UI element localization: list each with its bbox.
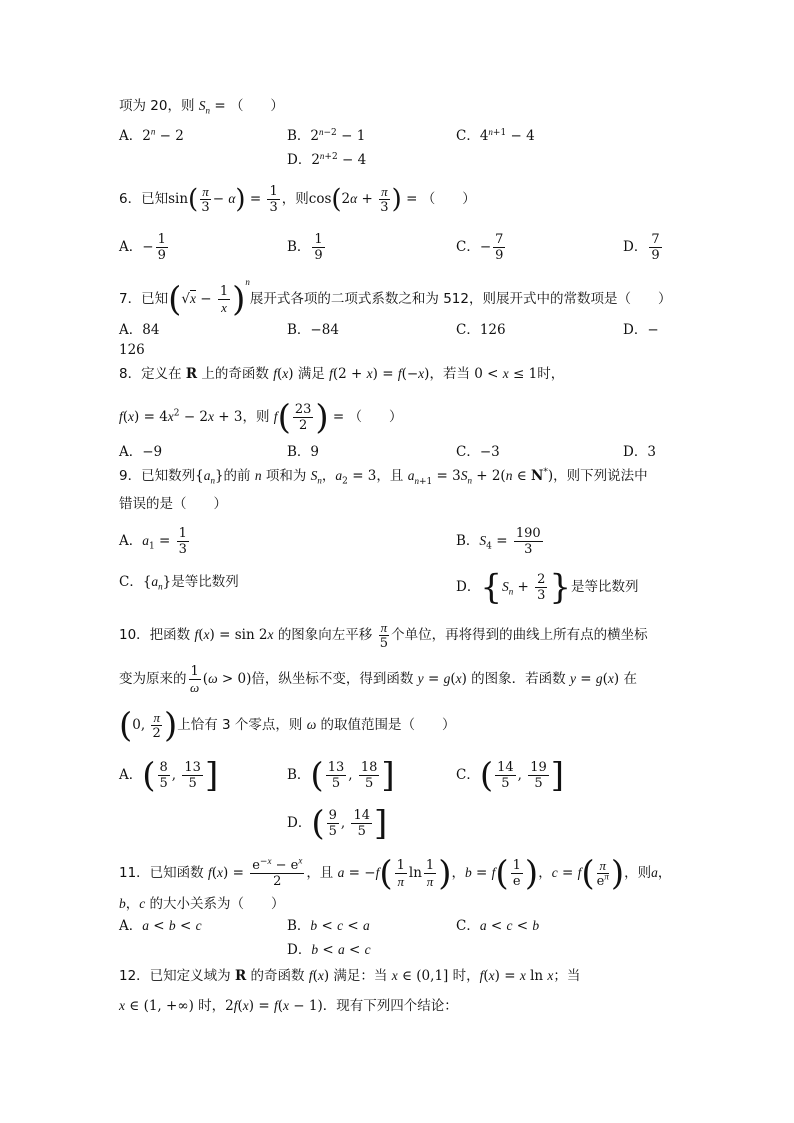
q8-option-c: C．−3	[456, 444, 500, 460]
q6-stem: 6．已知sin( $\frac{\pi}{3}$ − α) = $\frac{1}{3}$ ，则cos(2α + $\frac{\pi}{3}$ ) = （ ）	[119, 184, 476, 215]
q9-stem-line2: 错误的是（ ）	[119, 496, 227, 512]
q10-option-c: C．( $\frac{14}{5}$ , $\frac{19}{5}$ ]	[456, 755, 565, 796]
q9-option-b: B．$S_4$ = $\frac{190}{3}$	[456, 526, 541, 557]
q7-option-b: B．−84	[287, 322, 339, 338]
q8-option-b: B．9	[287, 444, 320, 460]
q8-option-a: A．−9	[119, 444, 163, 460]
q8-stem-line1: 8．定义在 R 上的奇函数 f(x) 满足 f(2 + x) = f(−x)，若当 0 < x ≤ 1时，	[119, 366, 565, 382]
q11-stem-line1: 11．已知函数 f(x) = $\frac{e^{-x} - e^x}{2}$ ，且 a = −f( $\frac{1}{\pi}$ ln $\frac{1}{\pi}$ )，b = f( $\frac{1}{e}$ )，c = f( $\frac{\pi}{e^\pi}$ )，则a，	[119, 853, 672, 894]
q9-option-a: A．$a_1$ = $\frac{1}{3}$	[119, 526, 187, 557]
q7-option-c: C．126	[456, 322, 506, 338]
q10-stem-line1: 10．把函数 f(x) = sin 2x 的图象向左平移 $\frac{\pi}{5}$ 个单位，再将得到的曲线上所有点的横坐标	[119, 620, 648, 651]
q10-stem-line3: (0, $\frac{\pi}{2}$ )上恰有 3 个零点，则 ω 的取值范围是（ ）	[119, 705, 456, 746]
q9-stem-line1: 9．已知数列$\{a_n\}$的前 n 项和为 $S_n$，$a_2 = 3$，且 $a_{n+1} = 3S_n + 2(n$ ∈ N*)，则下列说法中	[119, 467, 648, 487]
q12-stem-line1: 12．已知定义域为 R 的奇函数 f(x) 满足：当 x ∈ (0,1] 时，f(x) = x ln x；当	[119, 968, 581, 984]
q11-stem-line2: b，c 的大小关系为（ ）	[119, 896, 285, 912]
q10-stem-line2: 变为原来的 $\frac{1}{\omega}$ (ω > 0)倍，纵坐标不变，得到函数 y = g(x) 的图象．若函数 y = g(x) 在	[119, 664, 637, 695]
q5-stem: 项为 20，则 $S_n$ = （ ）	[119, 98, 284, 116]
q7-option-a: A．84	[119, 322, 160, 338]
q11-option-d: D．b < a < c	[287, 942, 371, 958]
q10-option-a: A．( $\frac{8}{5}$ , $\frac{13}{5}$ ]	[119, 755, 219, 796]
q11-option-a: A．a < b < c	[119, 918, 202, 934]
q5-option-b: B．$2^{n-2} - 1$	[287, 126, 366, 144]
q11-option-c: C．a < c < b	[456, 918, 540, 934]
q8-option-d: D．3	[623, 444, 656, 460]
q6-option-a: A．− $\frac{1}{9}$	[119, 232, 166, 263]
q11-option-b: B．b < c < a	[287, 918, 370, 934]
q9-option-d: D．{$S_n$ + $\frac{2}{3}$ }是等比数列	[456, 567, 639, 608]
q10-option-d: D．( $\frac{9}{5}$ , $\frac{14}{5}$ ]	[287, 803, 388, 844]
q6-option-c: C．− $\frac{7}{9}$	[456, 232, 504, 263]
q5-option-d: D．$2^{n+2} - 4$	[287, 150, 367, 168]
q6-option-b: B． $\frac{1}{9}$	[287, 232, 323, 263]
q7-option-d: D．−	[623, 322, 659, 338]
q5-option-a: A．$2^n - 2$	[119, 126, 184, 144]
q6-option-d: D． $\frac{7}{9}$	[623, 232, 660, 263]
q9-option-c: C．$\{a_n\}$是等比数列	[119, 574, 239, 592]
q7-stem: 7．已知(√x − $\frac{1}{x}$ )$^n$展开式各项的二项式系数之和为 512，则展开式中的常数项是（ ）	[119, 277, 672, 320]
q8-stem-line2: $f(x) = 4x^2 - 2x + 3$，则 f( $\frac{23}{2}$ ) = （ ）	[119, 397, 403, 438]
q5-option-c: C．$4^{n+1} - 4$	[456, 126, 535, 144]
q12-stem-line2: x ∈ (1, +∞) 时，2f(x) = f(x − 1)．现有下列四个结论：	[119, 998, 458, 1014]
q10-option-b: B．( $\frac{13}{5}$ , $\frac{18}{5}$ ]	[287, 755, 395, 796]
q7-option-d-continued: 126	[119, 342, 145, 358]
